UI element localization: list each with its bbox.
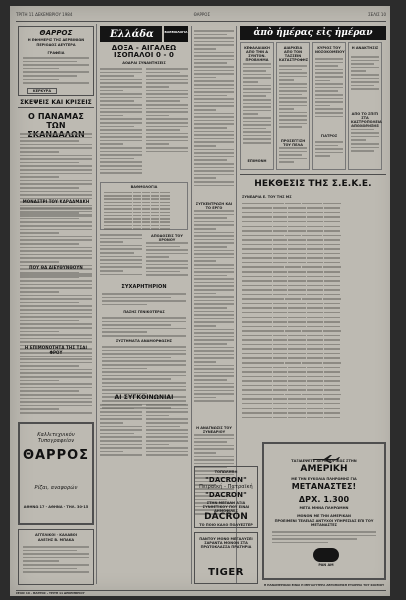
airplane-icon <box>312 448 340 457</box>
dacron-bottom: DACRON <box>204 512 248 522</box>
match-headline: ΔΟΞΑ - ΑΙΓΑΛΕΩ ΙΣΟΠΑΛΟΙ 0 - 0 <box>111 44 177 59</box>
seke-report-row <box>242 293 382 296</box>
seke-report-row <box>242 238 382 241</box>
seke-report-row <box>242 284 382 287</box>
seke-report-row <box>242 279 382 282</box>
right-col3-head-1: ΚΥΡΙΟΣ ΤΟΥ ΝΟΣΟΚΟΜΕΙΟΥ <box>315 46 345 54</box>
dacron-ad <box>194 466 258 528</box>
seke-report-row <box>242 243 382 246</box>
seke-report-row <box>242 402 382 405</box>
seke-report-row <box>242 207 382 210</box>
seke-report-row <box>242 334 382 337</box>
seke-report-row <box>242 416 382 419</box>
seke-report-row <box>242 348 382 351</box>
seke-report-row <box>242 343 382 346</box>
sport-second-col-1 <box>100 234 142 277</box>
seke-report-row <box>242 270 382 273</box>
dacron-intro: ΤΟΠΩΛΗΘΗ <box>214 470 238 474</box>
right-col4-text <box>351 56 379 92</box>
right-col4-head-2: ΑΠΟ ΤΟ ΣΠΙΤΙ ΣΤΑ ΚΑΣΤΡΟΠΟΛΕΙΑ <box>351 112 382 124</box>
print-shop-ad-name: ΘΑΡΡΟΣ <box>22 448 90 463</box>
right-top-banner <box>240 26 386 40</box>
seke-report-row <box>242 384 382 387</box>
right-edge-shadow <box>390 6 398 596</box>
seke-report-row <box>242 202 382 205</box>
header-name: ΘΑΡΡΟΣ <box>193 12 210 17</box>
center-col-inner-head-2: Η ΑΝΑΓΝΩΣΙΣ ΤΟΥ ΣΥΝΕΔΡΙΟΥ <box>196 426 232 434</box>
seke-report-row <box>242 229 382 232</box>
bottom-left-title: ΑΓΓΕΛΙΚΟΙ · ΚΑΛΑΒΟΙ <box>34 533 78 537</box>
seke-report-row <box>242 234 382 237</box>
left-section-title: ΣΚΕΨΕΙΣ ΚΑΙ ΚΡΙΣΕΙΣ <box>20 99 92 106</box>
seke-report-row <box>242 398 382 401</box>
bottom-left-notice <box>18 529 94 585</box>
seke-report-row <box>242 288 382 291</box>
seke-report-row <box>242 261 382 264</box>
seke-report-row <box>242 266 382 269</box>
right-col2-box <box>276 42 310 170</box>
seke-report-row <box>242 352 382 355</box>
dacron-line-1: "DACRON" <box>205 476 247 484</box>
right-col3-text <box>315 58 343 119</box>
flight-price: ΔΡΧ. 1.300 <box>298 495 350 504</box>
seke-report-row <box>242 393 382 396</box>
header-page: ΣΕΛΙΣ 10 <box>368 12 386 17</box>
masthead-subline-2: ΠΕΡΙΟΔΟΣ ΔΕΥΤΕΡΑ <box>36 43 76 47</box>
seke-subtitle: ΣΥΝΕΔΡΙΑ Ε. ΤΟΥ ΤΗΣ ΜΣ <box>242 195 292 199</box>
right-col2-text <box>279 65 307 130</box>
right-section-rule <box>240 174 386 175</box>
left-subhead-3: Η ΕΠΙΜΟΝΟΤΗΤΑ ΤΗΣ ΤΣΑΙ ΦΡΟΥ <box>24 345 88 355</box>
seke-report-row <box>242 248 382 251</box>
pan-am-ad <box>262 442 386 580</box>
sport-sunday-text <box>102 293 186 307</box>
match-report-col-2 <box>146 68 188 154</box>
seke-report-row <box>242 225 382 228</box>
right-col2-text-2 <box>279 147 307 165</box>
pan-am-logo-icon <box>313 548 339 562</box>
seke-report-row <box>242 316 382 319</box>
bottom-left-lines <box>23 546 89 575</box>
right-col1-head-1: ΚΕΦΑΛΑΙΑΚΗ ΑΠΟ ΤΗΝ Δ ΣΥΝΤΟΝ. ΠΡΟΒΛΗΜΑ <box>244 46 270 62</box>
center-col-text <box>194 30 234 188</box>
right-col4-head-1: Η ΑΝΑΚΤΗΣΙΣ <box>351 46 379 50</box>
print-shop-ad <box>18 422 94 525</box>
seke-report-row <box>242 211 382 214</box>
seke-report-row <box>242 307 382 310</box>
dacron-foot: ΤΟ ΠΟΙΟ ΚΑΛΟ ΠΟΛΥΕΣΤΕΡ <box>199 523 253 527</box>
condolence-headline: ΑΙ ΣΥΓΚΟΙΝΩΝΙΑΙ <box>114 394 174 401</box>
pan-am-footer: Η ΠΑΝΑΜΕΡΙΚΑΝ ΕΙΝΑΙ Η ΜΕΓΑΛΥΤΕΡΑ ΑΕΡΟΠΟΡΙΚΗ ΕΤΑΙΡΕΙΑ ΤΟΥ ΚΟΣΜΟΥ <box>263 583 385 587</box>
seke-report-row <box>242 375 382 378</box>
left-section-rule <box>18 107 94 108</box>
standings-row <box>104 227 184 230</box>
left-article-text-4 <box>20 358 92 416</box>
right-col3-text-2 <box>315 141 343 159</box>
seke-report-row <box>242 302 382 305</box>
seke-report-row <box>242 298 382 301</box>
pan-am-label: PAN AM <box>318 563 334 567</box>
seke-report-row <box>242 220 382 223</box>
standings-rows <box>104 191 184 226</box>
right-col4-box <box>348 42 382 170</box>
match-report-col-1 <box>100 68 142 176</box>
right-col2-head-2: ΠΡΟΣΕΓΓΙΣΗ ΤΟΥ ΠΕΛΑ <box>280 139 306 147</box>
masthead-subline-1: Η ΕΦΗΜΕΡΙΣ ΤΗΣ ΔΕΡΒΙΝΙΩΝ <box>27 38 85 42</box>
print-shop-ad-address: ΑΘΗΝΩ 17 - ΑΘΗΝΑ - ΤΗΛ. 30-15 <box>23 505 89 509</box>
left-headline: Ο ΠΑΝΑΜΑΣ ΤΩΝ <box>28 112 84 130</box>
seke-report-row <box>242 407 382 410</box>
print-shop-ad-title: Καλλιτεχνικόν Τυπογραφείον <box>37 432 75 444</box>
match-subhead: ΑΟΔΡΑΙ ΣΥΝΑΝΤΗΣΕΙΣ <box>122 61 166 65</box>
dacron-line-3: "DACRON" <box>205 491 247 499</box>
seke-report-row <box>242 366 382 369</box>
right-col1-head-2: ΕΠΙΜΟΝΗ <box>247 159 267 163</box>
dacron-mid: ΣΤΗΝ ΜΕΓΑΛΗ ΑΞΙΑ ΣΥΝΘΕΤΙΚΟΥ ΠΟΥ ΕΙΝΑΙ ΔΗΜΟΦΙΛΕΣ <box>202 501 250 513</box>
seke-report-row <box>242 275 382 278</box>
seke-report-row <box>242 357 382 360</box>
right-col3-box <box>312 42 346 170</box>
flight-note: ΜΟΝΟΝ ΜΕ ΤΗΝ ΑΜΕΡΙΚΑΝ <box>297 514 351 518</box>
seke-report-row <box>242 325 382 328</box>
seke-report-row <box>242 216 382 219</box>
standings-title: ΒΑΘΜΟΛΟΓΙΑ <box>130 185 158 189</box>
masthead-subline-3: ΓΡΑΦΕΙΑ <box>47 51 65 55</box>
left-subhead-2: ΠΟΥ ΘΑ ΔΙΕΥΘΥΝΘΟΥΝ <box>29 265 83 270</box>
flight-details <box>272 531 376 545</box>
tiger-ad <box>194 532 258 584</box>
sport-right-mid-title: ΑΠΟΔΟΣΕΙΣ ΤΟΥ ΧΡΟΝΟΥ <box>151 234 183 242</box>
seke-report-row <box>242 339 382 342</box>
standings-table <box>100 182 188 230</box>
flight-price-sub: ΜΕΤΑ ΜΗΝΑ ΠΛΗΡΩΜΗΝ <box>299 506 349 510</box>
lower-col-1 <box>100 404 142 458</box>
right-top-banner-text: ἀπὸ ἡμέρας εἰς ἡμέραν <box>253 28 373 38</box>
flight-migrants: ΜΕΤΑΝΑΣΤΕΣ! <box>291 482 357 491</box>
seke-report-row <box>242 252 382 255</box>
right-col4-text-2 <box>351 125 379 154</box>
bottom-left-name: ΑΛΕΞΗΣ Β. ΜΠΑΚΑ <box>37 538 75 542</box>
left-column-divider <box>96 24 97 584</box>
flight-destination: ΑΜΕΡΙΚΗ <box>300 464 348 474</box>
footer-text: ΣΕΛΙΣ 10 - ΘΑΡΡΟΣ - ΤΡΙΤΗ 11 ΔΕΚΕΜΒΡΙΟΥ <box>16 591 85 595</box>
tiger-brand: TIGER <box>208 567 244 578</box>
sport-second-col-2 <box>146 242 188 278</box>
seke-report-row <box>242 329 382 332</box>
right-col1-text <box>243 63 271 146</box>
flight-subline: ΜΕ ΤΗΝ ΕΥΚΟΛΙΑ ΠΛΗΡΩΜΗΣ ΓΙΑ <box>291 477 357 481</box>
seke-report-row <box>242 311 382 314</box>
flight-note-2: ΠΡΟΕΙΜΕΝΙ ΤΕΛΕΙΑΣ ΑΝΤΥΧΟΙ ΥΠΗΡΕΣΙΑΣ ΕΠΙ ΤΟΥ ΜΕΤΑΝΑΣΤΕΣ <box>274 519 374 527</box>
seke-title: ΗΕΚΘΕΣΙΣ ΤΗΣ Σ.Ε.Κ.Ε. <box>254 179 372 189</box>
masthead-title: ΘΑΡΡΟΣ <box>39 29 73 37</box>
flight-intro: ΤΑΞΙΔΕΨΕΤΕ ΑΕΡΟΠΟΡΙΚΩΣ ΣΤΗΝ <box>291 459 357 463</box>
seke-report-row <box>242 320 382 323</box>
dacron-line-2: Πειραϊκή - Πατραϊκή <box>199 484 253 490</box>
right-col2-head-1: ΔΙΑΡΚΕΙΑ ΑΠΟ ΤΟΝ ΤΑΣΣΕΙΝ ΚΑΤΑΣΤΡΟΦΗΣ <box>279 46 309 62</box>
center-col-text-2 <box>194 210 234 404</box>
tiger-intro: ΠΑΝΤΟΥ ΜΟΝΟ ΜΕΓΑΛΥΣΕΙ ΣΑΡΑΝΤΑ ΜΟΝΟΝ ΣΤΑ ΠΡΩΤΟΚΛΑΣΣΑ ΠΡΑΤΗΡΙΑ <box>199 537 253 549</box>
seke-report-row <box>242 370 382 373</box>
print-shop-ad-line: Ρίζαι, αναφορών <box>34 485 78 491</box>
header-date: ΤΡΙΤΗ 11 ΔΕΚΕΜΒΡΙΟΥ 1984 <box>16 12 73 17</box>
sports-logo-box: ΒΑΘΜΟΛΟΓΙΑ <box>164 26 188 42</box>
left-subhead-1: ΜΟΝΑΣΤΡΙ ΤΟΥ ΚΑΡΔΑΜΑΚΗ <box>22 199 90 204</box>
right-col3-head-2: ΓΙΑΤΡΟΣ <box>320 134 338 138</box>
seke-report-row <box>242 411 382 414</box>
right-col1-box <box>240 42 274 170</box>
sport-mid-text-1 <box>102 317 186 339</box>
sports-brand: Ελλάδα <box>110 28 154 40</box>
sport-sunday-headline: ΣΥΧΑΡΗΤΗΡΙΟΝ <box>121 284 167 290</box>
newspaper-page <box>10 6 398 596</box>
center-col-inner-head: ΣΥΓΚΕΝΤΡΩΣΗ ΚΑΙ ΤΟ ΕΡΓΟ <box>195 202 233 210</box>
lower-col-2 <box>146 404 188 458</box>
seke-report-row <box>242 379 382 382</box>
sports-brand-banner <box>100 26 162 42</box>
seke-report-row <box>242 257 382 260</box>
masthead-contact: ΚΕΡΚΥΡΑ <box>27 88 57 94</box>
seke-report-row <box>242 361 382 364</box>
masthead-lines <box>23 57 89 86</box>
seke-report-row <box>242 389 382 392</box>
page-header <box>16 12 386 20</box>
seke-report-table <box>242 202 382 424</box>
sport-mid-subhead-1: ΠΑΣΗΣ ΓΕΝΙΚΟΤΕΡΑΣ <box>123 310 165 314</box>
header-rule <box>16 21 386 22</box>
masthead-box <box>18 26 94 96</box>
sport-mid-subhead-2: ΣΥΣΤΗΜΑΤΑ ΑΝΑΜΟΡΦΩΣΗΣ <box>115 339 173 343</box>
middle-column-divider <box>191 26 192 584</box>
